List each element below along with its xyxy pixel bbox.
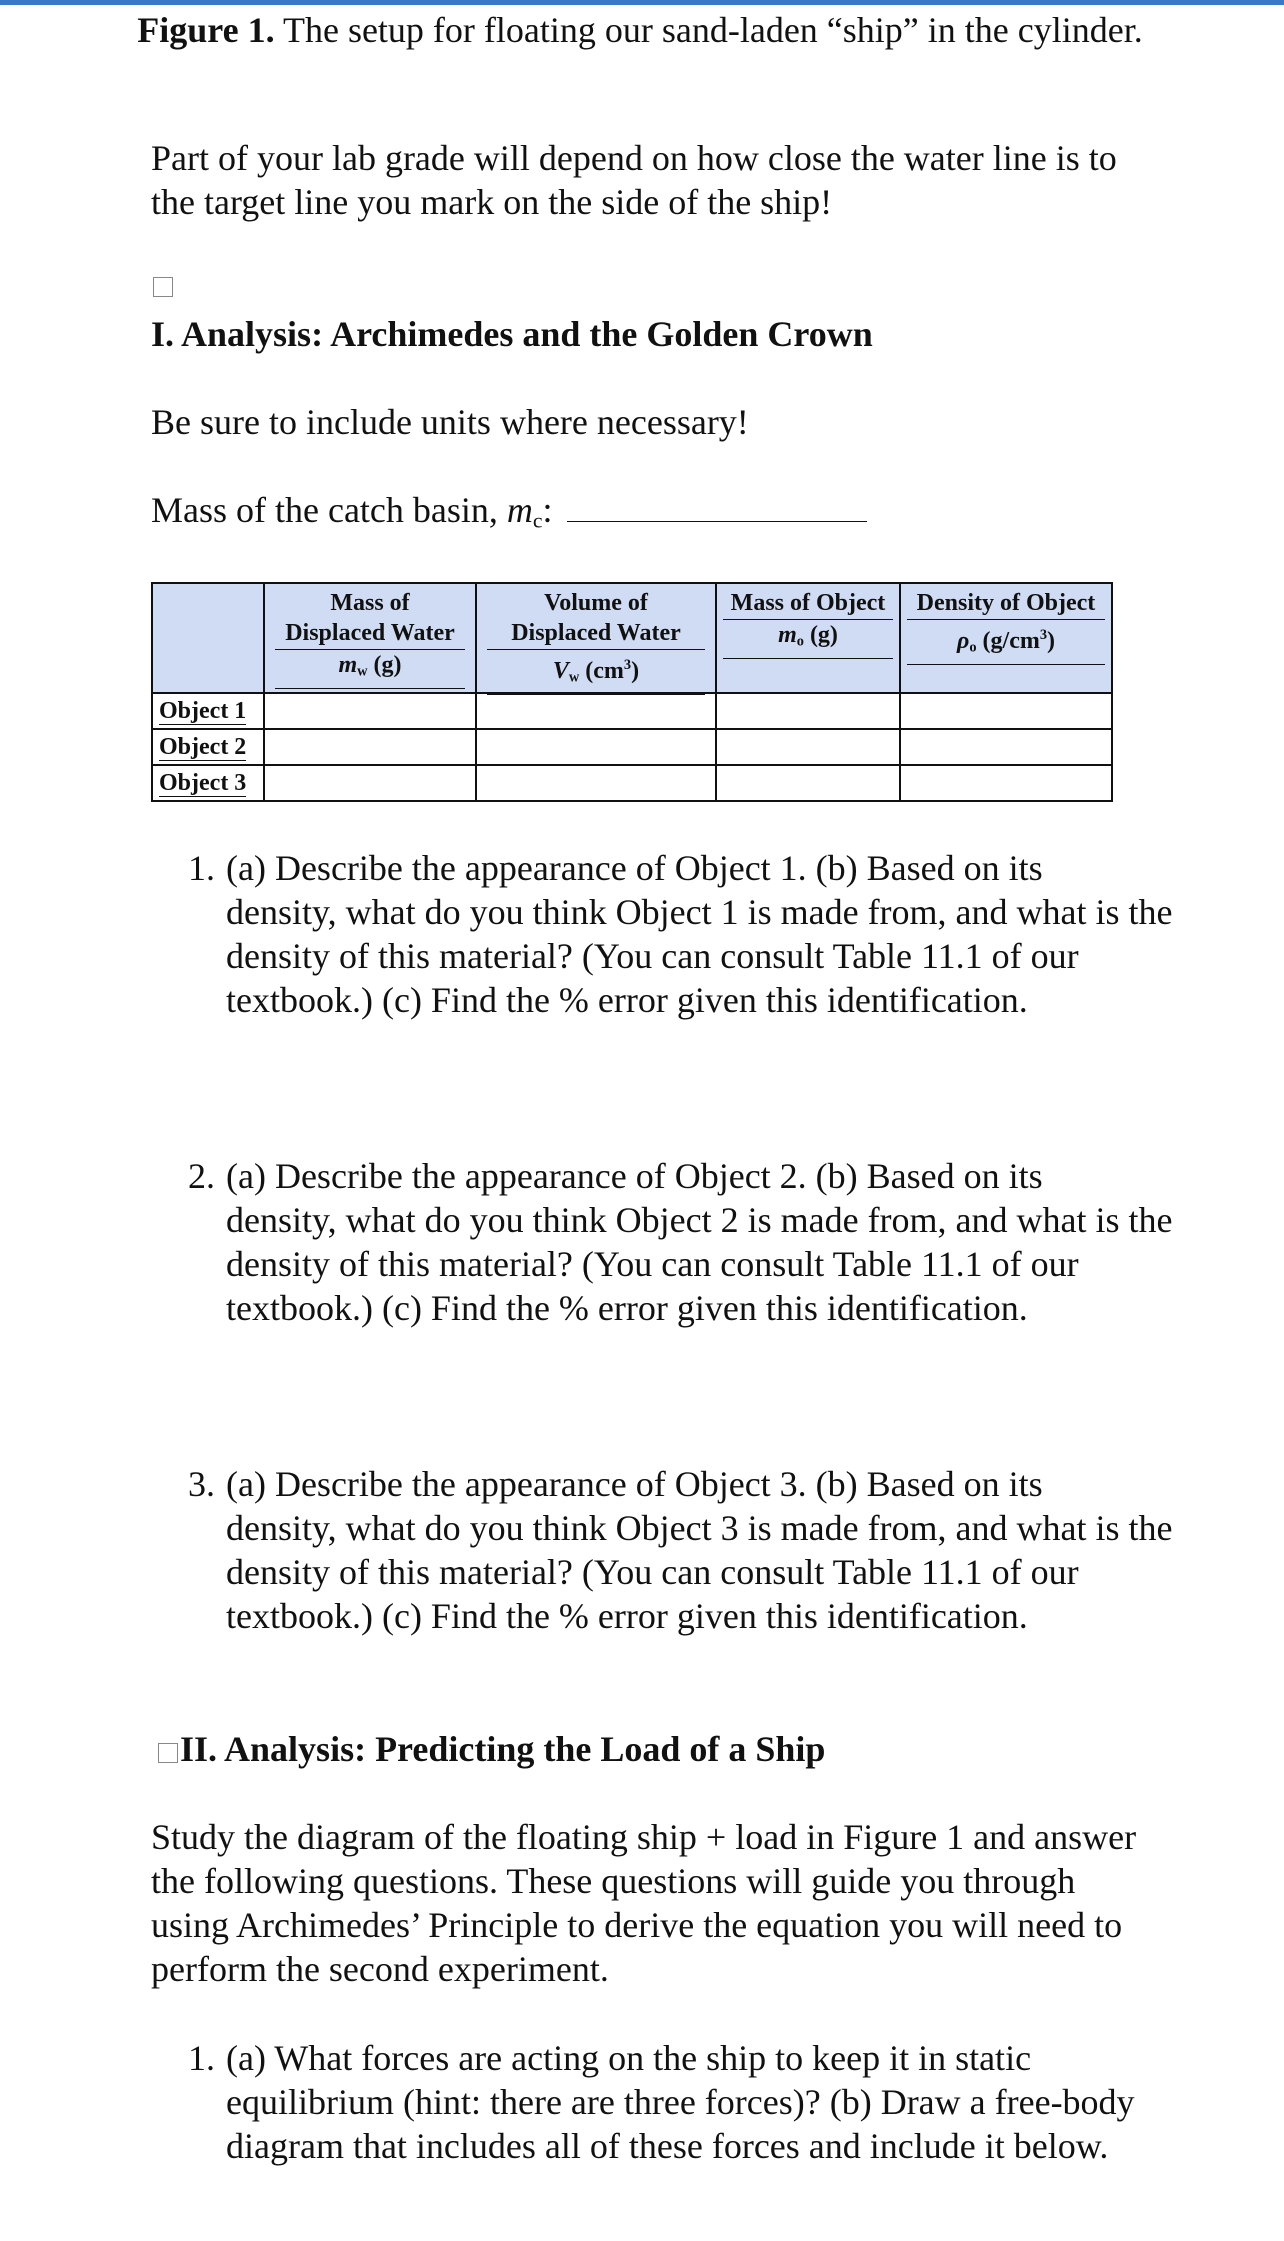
cell-input[interactable] <box>264 765 476 801</box>
header-volume-water-line1: Volume of <box>544 590 648 616</box>
section1-checkbox[interactable] <box>153 277 173 302</box>
cell-input[interactable] <box>264 693 476 729</box>
question-1-line1: (a) Describe the appearance of Object 1. (b) Based on its <box>226 848 1043 888</box>
header-mass-water-sub: w <box>357 663 368 680</box>
header-volume-water-sym: V <box>552 658 569 684</box>
header-mass-object-symbol-line <box>723 620 893 659</box>
table-row <box>152 729 1112 765</box>
cell-input[interactable] <box>476 765 716 801</box>
question-1-rest: density, what do you think Object 1 is made from, and what is the density of this material? (You can consult Table 11.1 of our textbook.) (c) Find the % error given this identification. <box>226 892 1173 1020</box>
table-row <box>152 765 1112 801</box>
header-density-object-exp: 3 <box>1039 627 1048 643</box>
table-row <box>152 693 1112 729</box>
figure-label: Figure 1. <box>137 10 275 50</box>
table-header-row <box>152 583 1112 693</box>
question-number: 3. <box>188 1464 215 1504</box>
header-mass-water <box>264 583 476 693</box>
header-corner-cell <box>152 583 264 693</box>
cell-input[interactable] <box>476 693 716 729</box>
header-mass-water-unit: (g) <box>373 652 402 678</box>
row-label-object-2 <box>152 729 264 765</box>
row-label-text: Object 3 <box>159 770 247 796</box>
units-note: Be sure to include units where necessary! <box>151 402 749 442</box>
section2-checkbox[interactable] <box>158 1743 178 1763</box>
header-mass-water-symbol-line <box>275 650 465 689</box>
question-2-line1: (a) Describe the appearance of Object 2. (b) Based on its <box>226 1156 1043 1196</box>
header-mass-object-sub: o <box>796 633 804 650</box>
header-density-object-line1: Density of Object <box>907 588 1105 620</box>
question-number: 1. <box>188 2038 215 2078</box>
catch-basin-symbol: m <box>506 490 533 530</box>
cell-input[interactable] <box>264 729 476 765</box>
header-volume-water-exp: 3 <box>623 657 632 673</box>
header-mass-object-line1: Mass of Object <box>723 588 893 620</box>
header-density-object-close: ) <box>1047 628 1056 654</box>
header-density-object-unit: (g/cm <box>982 628 1040 654</box>
question-3-line1: (a) Describe the appearance of Object 3. (b) Based on its <box>226 1464 1043 1504</box>
section2-question-1-line1: (a) What forces are acting on the ship to keep it in static <box>226 2038 1032 2078</box>
header-mass-object-unit: (g) <box>809 622 838 648</box>
cell-input[interactable] <box>716 765 900 801</box>
header-volume-water-symbol-line <box>487 650 705 695</box>
question-number: 1. <box>188 848 215 888</box>
header-volume-water <box>476 583 716 693</box>
section1-heading: I. Analysis: Archimedes and the Golden Crown <box>151 314 873 354</box>
cell-input[interactable] <box>900 765 1112 801</box>
question-3-rest: density, what do you think Object 3 is made from, and what is the density of this material? (You can consult Table 11.1 of our textbook.) (c) Find the % error given this identification. <box>226 1508 1173 1636</box>
question-2 <box>226 1154 1206 1330</box>
section2-heading-line <box>158 1727 825 1771</box>
row-label-object-1 <box>152 693 264 729</box>
row-label-text: Object 1 <box>159 698 247 724</box>
section2-question-1 <box>226 2036 1206 2168</box>
cell-input[interactable] <box>476 729 716 765</box>
figure-caption <box>110 8 1170 52</box>
cell-input[interactable] <box>900 729 1112 765</box>
cell-input[interactable] <box>900 693 1112 729</box>
question-3 <box>226 1462 1206 1638</box>
top-accent-bar <box>0 0 1284 5</box>
header-density-object-sym: ρ <box>956 628 970 654</box>
header-density-object-symbol-line <box>907 620 1105 665</box>
catch-basin-subscript: c <box>532 508 543 533</box>
header-mass-water-sym: m <box>338 652 358 678</box>
cell-input[interactable] <box>716 693 900 729</box>
header-mass-water-line2: Displaced Water <box>275 618 465 650</box>
question-number: 2. <box>188 1156 215 1196</box>
catch-basin-label: Mass of the catch basin, <box>151 490 498 530</box>
intro-paragraph: Part of your lab grade will depend on how close the water line is to the target line you mark on the side of the ship! <box>151 138 1117 222</box>
measurement-table <box>151 582 1113 802</box>
row-label-text: Object 2 <box>159 734 247 760</box>
header-mass-object-sym: m <box>778 622 797 648</box>
header-volume-water-line2: Displaced Water <box>487 618 705 650</box>
catch-basin-blank[interactable] <box>567 491 867 522</box>
header-mass-object <box>716 583 900 693</box>
header-volume-water-sub: w <box>568 669 580 686</box>
catch-basin-line: Mass of the catch basin, $m_c$: <box>151 488 867 542</box>
header-mass-water-line1: Mass of <box>330 590 410 616</box>
header-volume-water-unit: (cm <box>585 658 624 684</box>
row-label-object-3 <box>152 765 264 801</box>
section2-question-1-rest: equilibrium (hint: there are three forces)? (b) Draw a free-body diagram that includes all of these forces and include it below. <box>226 2082 1135 2166</box>
section2-intro: Study the diagram of the floating ship + load in Figure 1 and answer the following questions. These questions will guide you through using Archimedes’ Principle to derive the equation you will need to perform the second experiment. <box>151 1817 1137 1989</box>
question-1 <box>226 846 1206 1022</box>
cell-input[interactable] <box>716 729 900 765</box>
section2-heading: II. Analysis: Predicting the Load of a Ship <box>180 1729 826 1769</box>
header-density-object <box>900 583 1112 693</box>
header-density-object-sub: o <box>969 639 977 656</box>
figure-caption-text: The setup for floating our sand-laden “ship” in the cylinder. <box>282 10 1143 50</box>
header-volume-water-close: ) <box>631 658 640 684</box>
question-2-rest: density, what do you think Object 2 is made from, and what is the density of this material? (You can consult Table 11.1 of our textbook.) (c) Find the % error given this identification. <box>226 1200 1173 1328</box>
